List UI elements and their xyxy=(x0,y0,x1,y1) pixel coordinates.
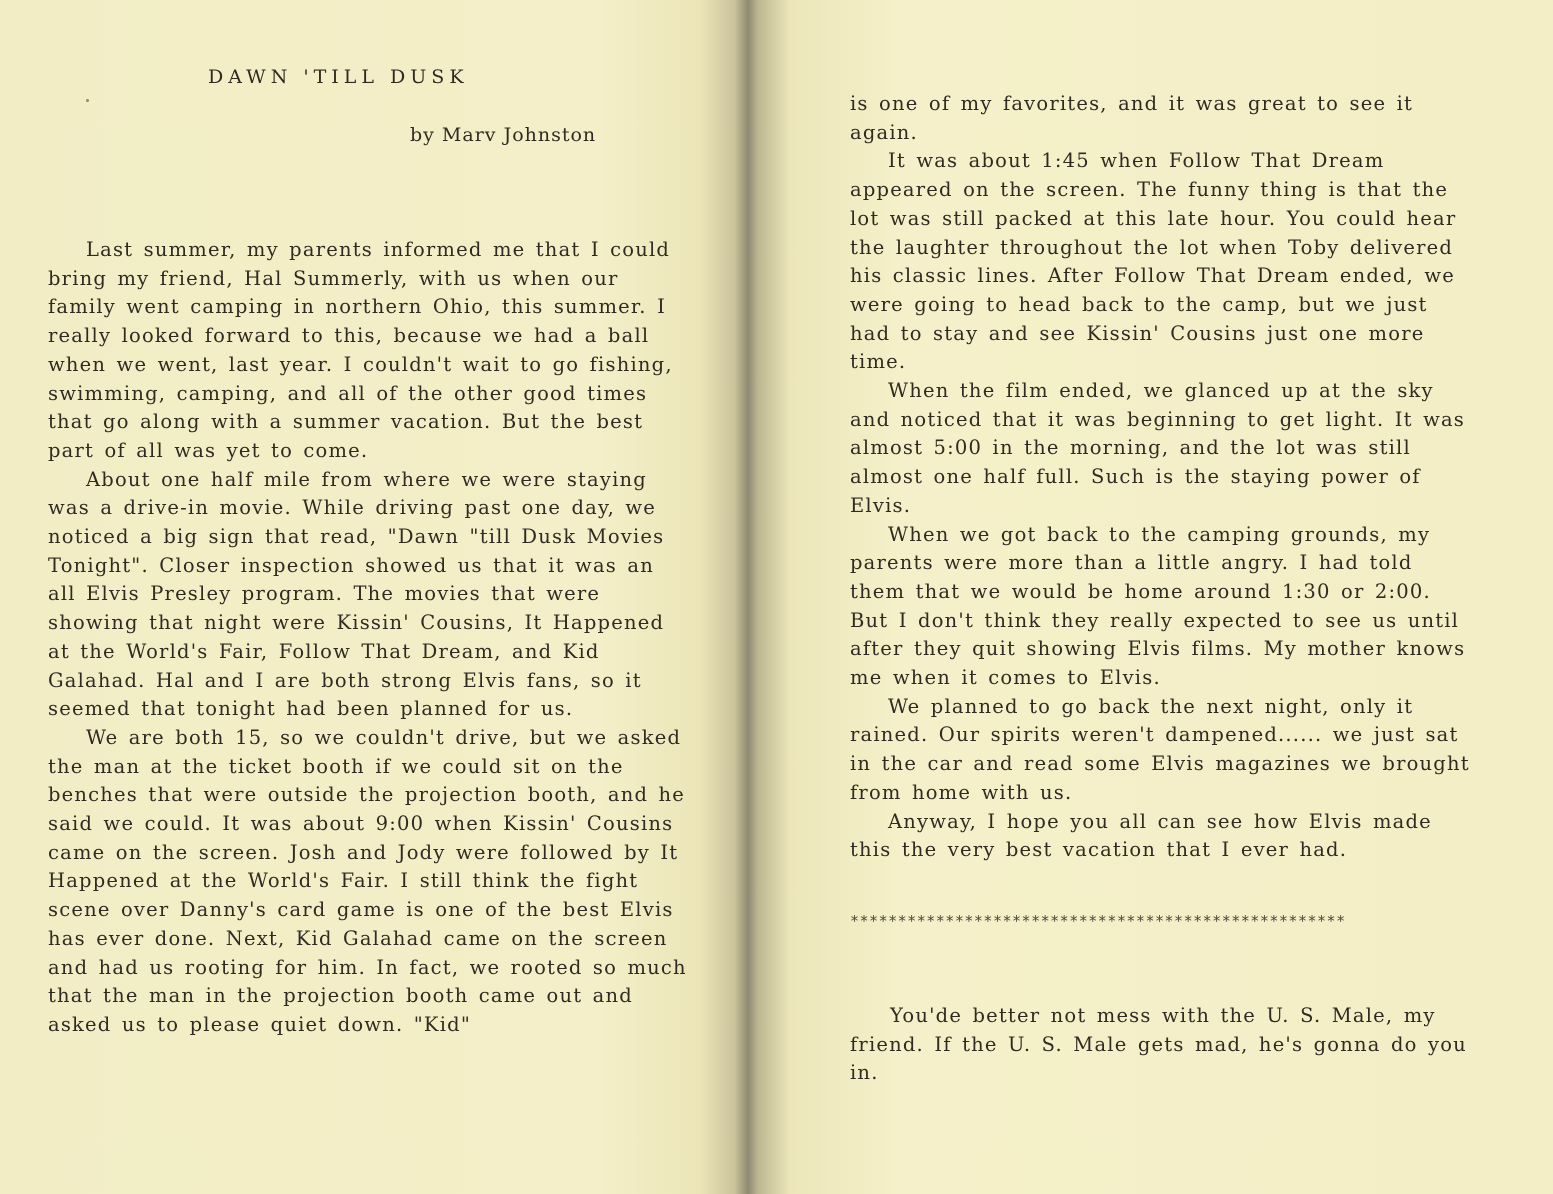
paragraph: When the film ended, we glanced up at the sky and noticed that it was beginning to get light. It was almost 5:00 in the morning, and the lot was still almost one half full. Such is the staying power of Elvis. xyxy=(850,379,1466,517)
paragraph: It was about 1:45 when Follow That Dream appeared on the screen. The funny thing is that the lot was still packed at this late hour. You could hear the laughter throughout the lot when Toby delivered his classic lines. After Follow That Dream ended, we were going to head back to the camp, but we just had to stay and see Kissin' Cousins just one more time. xyxy=(850,149,1457,374)
right-page xyxy=(760,0,1553,1194)
paragraph: Anyway, I hope you all can see how Elvis made this the very best vacation that I ever had. xyxy=(850,809,1432,862)
continued-paragraph: is one of my favorites, and it was great to see it again. xyxy=(850,92,1414,144)
paragraph: About one half mile from where we were staying was a drive-in movie. While driving past one day, we noticed a big sign that read, "Dawn "till Dusk Movies Tonight". Closer inspection showed us that it was an all Elvis Presley program. The movies that were showing that night were Kissin' Cousins, It Happened at the World's Fair, Follow That Dream, and Kid Galahad. Hal and I are both strong Elvis fans, so it seemed that tonight had been planned for us. xyxy=(48,467,665,721)
footer-paragraph: You'de better not mess with the U. S. Male, my friend. If the U. S. Male gets mad, he's gonna do you in. xyxy=(850,1004,1467,1085)
left-text-column xyxy=(48,236,688,1040)
paragraph: Last summer, my parents informed me that I could bring my friend, Hal Summerly, with us when our family went camping in northern Ohio, this summer. I really looked forward to this, because we had a ball when we went, last year. I couldn't wait to go fishing, swimming, camping, and all of the other good times that go along with a summer vacation. But the best part of all was yet to come. xyxy=(48,238,673,462)
paragraph: We planned to go back the next night, only it rained. Our spirits weren't dampened...... we just sat in the car and read some Elvis magazines we brought from home with us. xyxy=(850,694,1470,804)
asterisk-divider: **************************************************** xyxy=(850,912,1346,930)
article-title: DAWN 'TILL DUSK xyxy=(208,66,469,88)
paragraph: When we got back to the camping grounds, my parents were more than a little angry. I had told them that we would be home around 1:30 or 2:00. But I don't think they really expected to see us until after they quit showing Elvis films. My mother knows me when it comes to Elvis. xyxy=(850,522,1466,690)
footer-note xyxy=(850,1002,1470,1088)
article-byline: by Marv Johnston xyxy=(410,124,597,146)
left-page xyxy=(0,0,740,1194)
paragraph: We are both 15, so we couldn't drive, but we asked the man at the ticket booth if we could sit on the benches that were outside the projection booth, and he said we could. It was about 9:00 when Kissin' Cousins came on the screen. Josh and Jody were followed by It Happened at the World's Fair. I still think the fight scene over Danny's card game is one of the best Elvis has ever done. Next, Kid Galahad came on the screen and had us rooting for him. In fact, we rooted so much that the man in the projection booth came out and asked us to please quiet down. "Kid" xyxy=(48,725,687,1036)
right-text-column xyxy=(850,90,1470,865)
paper-speck xyxy=(86,99,89,102)
